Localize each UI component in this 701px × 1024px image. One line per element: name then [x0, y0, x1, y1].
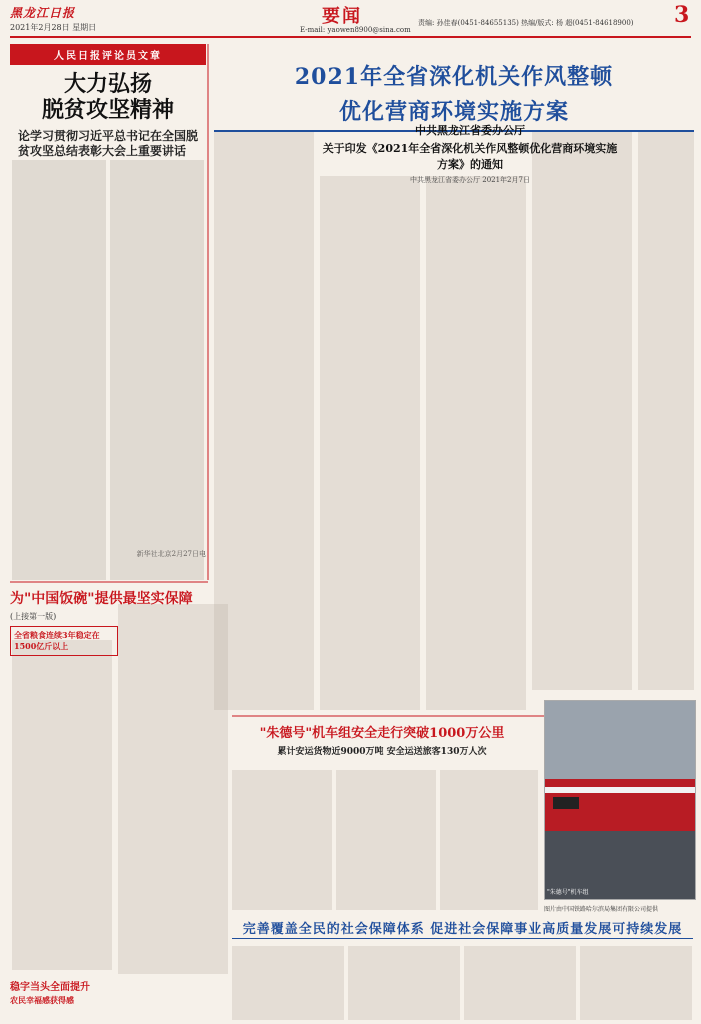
locomotive-headline-block: [232, 722, 532, 757]
social-security-headline: 完善覆盖全民的社会保障体系 促进社会保障事业高质量发展可持续发展: [242, 922, 683, 937]
commentary-text-b: [110, 160, 204, 580]
food-headline: 为"中国饭碗"提供最坚实保障: [10, 591, 193, 607]
locomotive-headline: "朱德号"机车组安全走行突破1000万公里: [259, 726, 505, 741]
side-article-title: 稳字当头全面提升: [10, 982, 90, 993]
social-headline-rule: [232, 938, 693, 939]
locomotive-subhead: 累计安运货物近9000万吨 安全运送旅客130万人次: [277, 747, 487, 757]
commentary-text-a: [12, 160, 106, 580]
loco-text-col3: [440, 770, 538, 910]
commentary-byline: 新华社北京2月27日电: [136, 550, 206, 558]
loco-text-col1: [232, 770, 332, 910]
loco-text-col2: [336, 770, 436, 910]
food-text-col1: [12, 640, 112, 970]
lead-text-col3: [426, 176, 526, 710]
food-security-article: [10, 588, 250, 656]
side-article-subtitle: 农民幸福感获得感: [10, 995, 74, 1005]
social-text-col3: [464, 946, 576, 1020]
editor-credits: 责编: 孙佳春(0451-84655135) 热编/版式: 杨 超(0451-84618900): [418, 19, 634, 27]
food-text-col2: [118, 604, 228, 974]
notice-issuer: 中共黑龙江省委办公厅: [415, 124, 525, 137]
photo-train-stripe: [544, 787, 696, 793]
page-number: 3: [674, 2, 690, 28]
lead-text-col2: [320, 176, 420, 710]
food-highlight-box: 全省粮食连续3年稳定在1500亿斤以上: [10, 626, 118, 656]
social-text-col4: [580, 946, 692, 1020]
locomotive-photo: [544, 700, 696, 900]
commentary-banner: 人民日报评论员文章: [10, 44, 206, 65]
commentary-title-line1: 大力弘扬: [63, 71, 152, 97]
photo-inline-label: "朱德号"机车组: [547, 889, 589, 896]
lead-text-col5: [638, 130, 694, 690]
section-email: E-mail: yaowen8900@sina.com: [300, 26, 411, 34]
notice-heading: [320, 122, 620, 185]
section-title: 要闻: [322, 6, 362, 27]
lead-headline-line1: 2021年全省深化机关作风整顿: [294, 64, 614, 90]
issue-date: 2021年2月28日 星期日: [10, 23, 97, 32]
commentary-title-line2: 脱贫攻坚精神: [41, 97, 174, 123]
notice-signature: 中共黑龙江省委办公厅 2021年2月7日: [410, 176, 530, 184]
newspaper-logo: 黑龙江日报: [10, 6, 76, 20]
side-article: [10, 978, 130, 1006]
social-text-col2: [348, 946, 460, 1020]
social-text-col1: [232, 946, 344, 1020]
food-continuation-note: (上接第一版): [10, 612, 57, 621]
lead-text-col4: [532, 130, 632, 690]
lead-headline-line2: 优化营商环境实施方案: [338, 99, 569, 125]
photo-caption: 图片由中国铁路哈尔滨局集团有限公司提供: [544, 906, 659, 913]
photo-sky: [545, 701, 695, 781]
photo-train-window: [553, 797, 579, 809]
notice-title: 关于印发《2021年全省深化机关作风整顿优化营商环境实施方案》的通知: [322, 142, 618, 171]
commentary-subtitle: 论学习贯彻习近平总书记在全国脱贫攻坚总结表彰大会上重要讲话: [18, 129, 199, 158]
